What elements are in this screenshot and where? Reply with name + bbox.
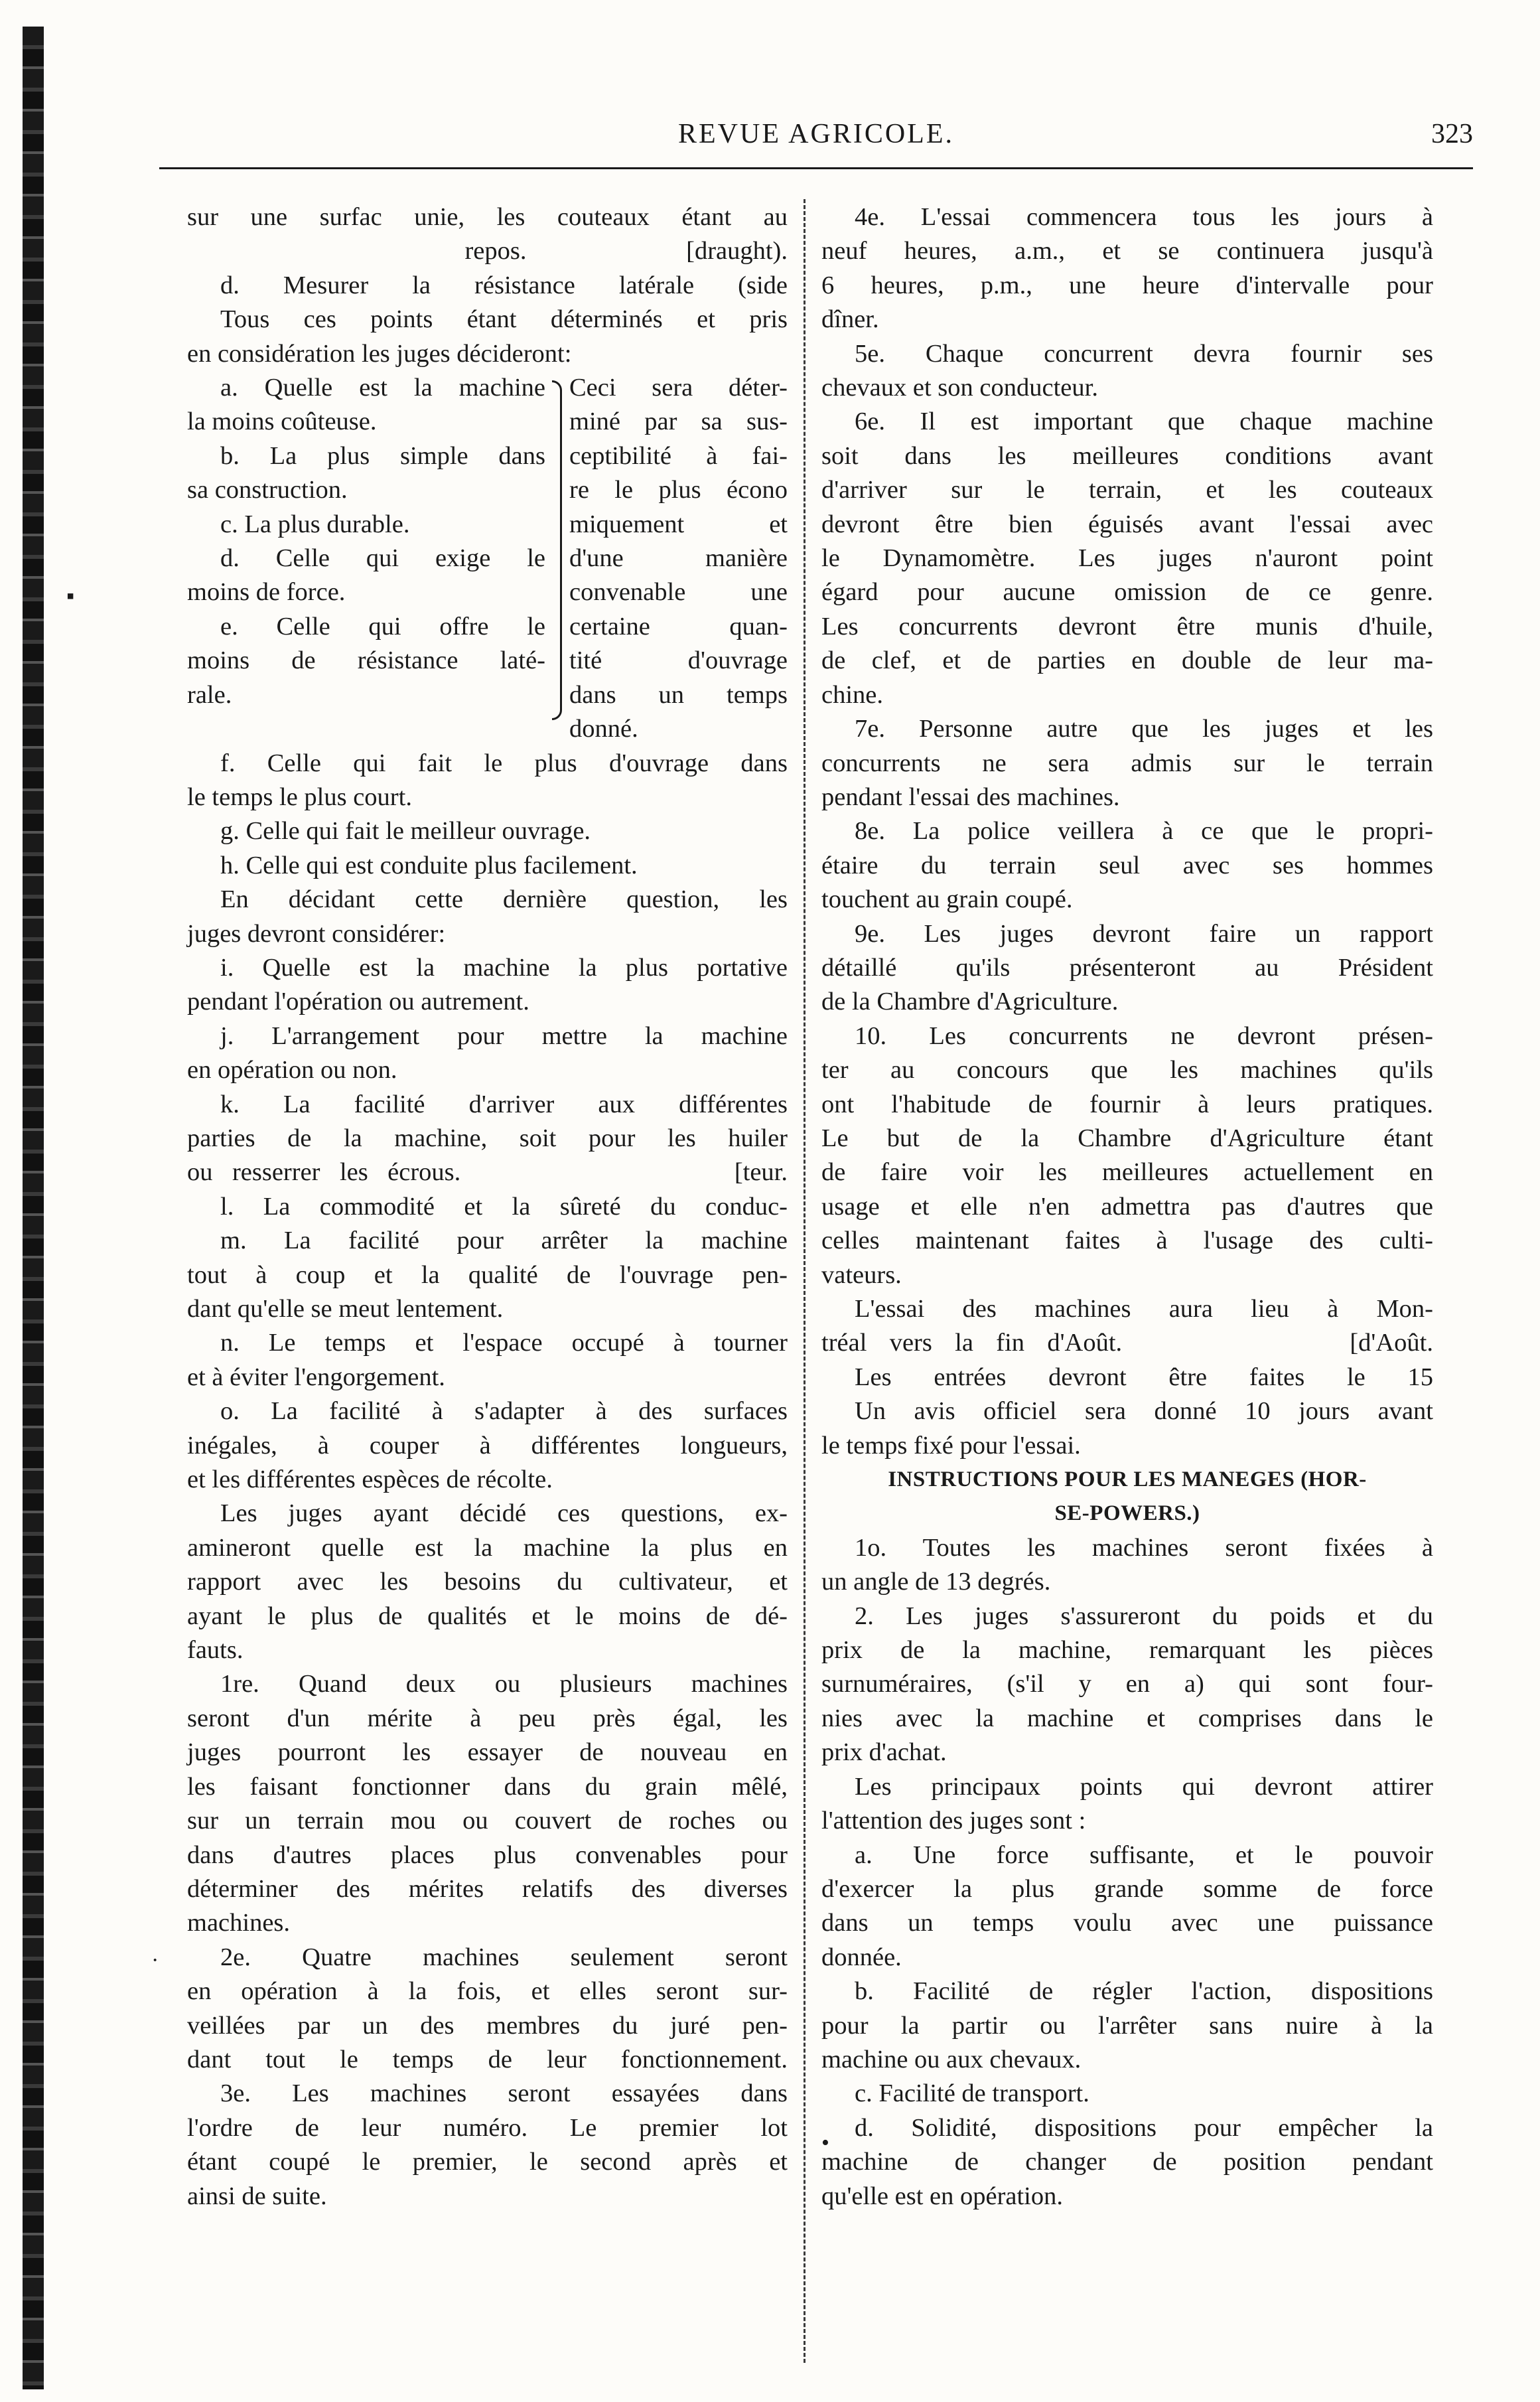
text-line: Un avis officiel sera donné 10 jours avant [855, 1397, 1433, 1426]
text-line: certaine quan- [569, 612, 788, 640]
text-line: moins de force. [187, 578, 346, 607]
left-column [187, 200, 788, 2214]
text-line: ter au concours que les machines qu'ils [821, 1056, 1433, 1085]
text-line: ont l'habitude de fournir à leurs pratiques. [821, 1090, 1433, 1118]
text-line: fauts. [187, 1636, 244, 1665]
text-line: n. Le temps et l'espace occupé à tourner [220, 1329, 788, 1357]
text-line: d. Mesurer la résistance latérale (side [220, 271, 788, 299]
text-line: dant tout le temps de leur fonctionnement. [187, 2045, 788, 2073]
text-line: étant coupé le premier, le second après et [187, 2148, 788, 2176]
text-line: vateurs. [821, 1260, 902, 1289]
text-line: soit dans les meilleures conditions avant [821, 441, 1433, 470]
text-line: surnuméraires, (s'il y en a) qui sont four- [821, 1670, 1433, 1698]
text-line: le temps le plus court. [187, 783, 412, 811]
criteria-block [187, 371, 788, 746]
text-line: le temps fixé pour l'essai. [821, 1431, 1081, 1460]
header-rule [159, 167, 1473, 169]
text-line: concurrents ne sera admis sur le terrain [821, 749, 1433, 777]
text-line: et les différentes espèces de récolte. [187, 1465, 553, 1494]
text-line: dans un temps voulu avec une puissance [821, 1909, 1433, 1937]
text-line: en opération ou non. [187, 1056, 397, 1085]
ink-speck-mark: ▪ [66, 584, 75, 609]
text-line: le Dynamomètre. Les juges n'auront point [821, 544, 1433, 573]
text-line: ceptibilité à fai- [569, 441, 788, 470]
text-line: devront être bien éguisés avant l'essai avec [821, 510, 1433, 538]
page-header [159, 118, 1473, 158]
text-line: l'ordre de leur numéro. Le premier lot [187, 2113, 788, 2142]
text-line: Ceci sera déter- [569, 374, 788, 402]
text-line: seront d'un mérite à peu près égal, les [187, 1704, 788, 1732]
right-column [821, 200, 1433, 2214]
criteria-list [187, 371, 545, 746]
text-line: d'exercer la plus grande somme de force [821, 1874, 1433, 1903]
text-line: L'essai des machines aura lieu à Mon- [855, 1295, 1433, 1323]
section-heading: SE-POWERS.) [1054, 1501, 1200, 1526]
text-line: Le but de la Chambre d'Agriculture étant [821, 1124, 1433, 1152]
text-line: h. Celle qui est conduite plus facilement. [220, 851, 638, 879]
text-line: inégales, à couper à différentes longueurs, [187, 1431, 788, 1460]
text-line: prix de la machine, remarquant les pièces [821, 1636, 1433, 1665]
text-line: juges pourront les essayer de nouveau en [187, 1738, 788, 1767]
text-line: miné par sa sus- [569, 408, 788, 436]
text-line: celles maintenant faites à l'usage des culti- [821, 1227, 1433, 1255]
text-line: tout à coup et la qualité de l'ouvrage pen- [187, 1260, 788, 1289]
column-divider [804, 199, 805, 2363]
text-line: e. Celle qui offre le [220, 612, 545, 640]
text-line: re le plus écono [569, 476, 788, 504]
text-line: de la Chambre d'Agriculture. [821, 988, 1119, 1016]
text-line: égard pour aucune omission de ce genre. [821, 578, 1433, 607]
text-line: g. Celle qui fait le meilleur ouvrage. [220, 817, 591, 846]
text-line: rale. [187, 680, 232, 709]
text-line: usage et elle n'en admettra pas d'autres que [821, 1192, 1433, 1221]
text-line: 6 heures, p.m., une heure d'intervalle pour [821, 271, 1433, 299]
text-line: Les entrées devront être faites le 15 [855, 1363, 1433, 1391]
text-line: Les juges ayant décidé ces questions, ex- [220, 1499, 788, 1528]
text-line: d'arriver sur le terrain, et les couteaux [821, 476, 1433, 504]
text-line: dant qu'elle se meut lentement. [187, 1295, 504, 1323]
text-line: nies avec la machine et comprises dans le [821, 1704, 1433, 1732]
text-line: ainsi de suite. [187, 2182, 327, 2210]
text-line: Les principaux points qui devront attirer [855, 1772, 1433, 1801]
text-line: 7e. Personne autre que les juges et les [855, 715, 1433, 743]
text-line: moins de résistance laté- [187, 646, 545, 675]
page-number: 323 [1431, 119, 1473, 149]
text-line: 10. Les concurrents ne devront présen- [855, 1021, 1433, 1050]
text-line: tité d'ouvrage [569, 646, 788, 675]
text-line: chine. [821, 680, 883, 709]
text-line: étaire du terrain seul avec ses hommes [821, 851, 1433, 879]
text-line: a. Une force suffisante, et le pouvoir [855, 1840, 1433, 1869]
text-line: m. La facilité pour arrêter la machine [220, 1227, 788, 1255]
text-line: En décidant cette dernière question, les [220, 885, 788, 914]
text-line: 5e. Chaque concurrent devra fournir ses [855, 339, 1433, 368]
text-line: repos. [draught). [464, 237, 788, 265]
text-line: b. La plus simple dans [220, 441, 545, 470]
text-line: pour la partir ou l'arrêter sans nuire à la [821, 2011, 1433, 2040]
text-line: ou resserrer les écrous. [teur. [187, 1158, 788, 1187]
text-line: sa construction. [187, 476, 348, 504]
text-line: l. La commodité et la sûreté du conduc- [220, 1192, 788, 1221]
text-line: amineront quelle est la machine la plus en [187, 1533, 788, 1562]
text-line: machine ou aux chevaux. [821, 2045, 1082, 2073]
section-heading: INSTRUCTIONS POUR LES MANEGES (HOR- [888, 1467, 1367, 1492]
text-line: dîner. [821, 305, 879, 334]
curly-brace [545, 371, 569, 746]
text-line: de clef, et de parties en double de leur ma- [821, 646, 1433, 675]
text-line: qu'elle est en opération. [821, 2182, 1064, 2210]
text-line: chevaux et son conducteur. [821, 374, 1098, 402]
text-line: sur un terrain mou ou couvert de roches ou [187, 1807, 788, 1835]
text-line: 3e. Les machines seront essayées dans [220, 2079, 788, 2108]
text-line: sur une surfac unie, les couteaux étant au [187, 203, 788, 231]
text-line: 9e. Les juges devront faire un rapport [855, 919, 1433, 948]
text-line: f. Celle qui fait le plus d'ouvrage dans [220, 749, 788, 777]
text-line: c. La plus durable. [220, 510, 410, 538]
text-line: prix d'achat. [821, 1738, 947, 1767]
text-line: dans un temps [569, 680, 788, 709]
text-line: touchent au grain coupé. [821, 885, 1073, 914]
text-line: 6e. Il est important que chaque machine [855, 408, 1433, 436]
text-line: k. La facilité d'arriver aux différentes [220, 1090, 788, 1118]
page-binding-edge [23, 27, 44, 2389]
text-line: o. La facilité à s'adapter à des surfaces [220, 1397, 788, 1426]
running-head: REVUE AGRICOLE. [678, 119, 954, 149]
text-line: donné. [569, 715, 638, 743]
text-line: parties de la machine, soit pour les huiler [187, 1124, 788, 1152]
criteria-note [569, 371, 788, 746]
text-line: i. Quelle est la machine la plus portative [220, 953, 788, 982]
text-line: miquement et [569, 510, 788, 538]
ink-speck-mark: • [821, 2131, 829, 2155]
text-line: 1o. Toutes les machines seront fixées à [855, 1533, 1433, 1562]
text-line: c. Facilité de transport. [855, 2079, 1089, 2108]
text-line: donnée. [821, 1943, 902, 1971]
ink-speck-mark: · [151, 1948, 159, 1973]
text-line: détaillé qu'ils présenteront au Président [821, 953, 1433, 982]
text-line: b. Facilité de régler l'action, dispositions [855, 1977, 1433, 2006]
text-line: j. L'arrangement pour mettre la machine [220, 1021, 788, 1050]
text-line: a. Quelle est la machine [220, 374, 545, 402]
text-line: neuf heures, a.m., et se continuera jusqu'à [821, 237, 1433, 265]
text-line: 4e. L'essai commencera tous les jours à [855, 203, 1433, 231]
text-line: Les concurrents devront être munis d'huile, [821, 612, 1433, 640]
text-line: 2. Les juges s'assureront du poids et du [855, 1602, 1433, 1630]
text-line: machine de changer de position pendant [821, 2148, 1433, 2176]
text-line: les faisant fonctionner dans du grain mêlé, [187, 1772, 788, 1801]
text-line: d. Solidité, dispositions pour empêcher la [855, 2113, 1433, 2142]
text-line: un angle de 13 degrés. [821, 1568, 1051, 1596]
text-line: d. Celle qui exige le [220, 544, 545, 573]
text-line: 2e. Quatre machines seulement seront [220, 1943, 788, 1971]
text-line: tréal vers la fin d'Août. [d'Août. [821, 1329, 1433, 1357]
text-line: déterminer des mérites relatifs des diverses [187, 1874, 788, 1903]
text-line: en considération les juges décideront: [187, 339, 572, 368]
text-line: pendant l'opération ou autrement. [187, 988, 529, 1016]
text-line: 8e. La police veillera à ce que le propri- [855, 817, 1433, 846]
text-line: convenable une [569, 578, 788, 607]
text-line: d'une manière [569, 544, 788, 573]
text-line: pendant l'essai des machines. [821, 783, 1120, 811]
text-line: et à éviter l'engorgement. [187, 1363, 445, 1391]
text-line: rapport avec les besoins du cultivateur, et [187, 1568, 788, 1596]
text-line: machines. [187, 1909, 291, 1937]
text-line: la moins coûteuse. [187, 408, 377, 436]
text-line: ayant le plus de qualités et le moins de dé- [187, 1602, 788, 1630]
text-line: veillées par un des membres du juré pen- [187, 2011, 788, 2040]
text-line: l'attention des juges sont : [821, 1807, 1086, 1835]
text-line: en opération à la fois, et elles seront sur- [187, 1977, 788, 2006]
text-line: dans d'autres places plus convenables pour [187, 1840, 788, 1869]
text-line: juges devront considérer: [187, 919, 446, 948]
text-line: Tous ces points étant déterminés et pris [220, 305, 788, 334]
text-line: de faire voir les meilleures actuellement en [821, 1158, 1433, 1187]
text-line: 1re. Quand deux ou plusieurs machines [220, 1670, 788, 1698]
